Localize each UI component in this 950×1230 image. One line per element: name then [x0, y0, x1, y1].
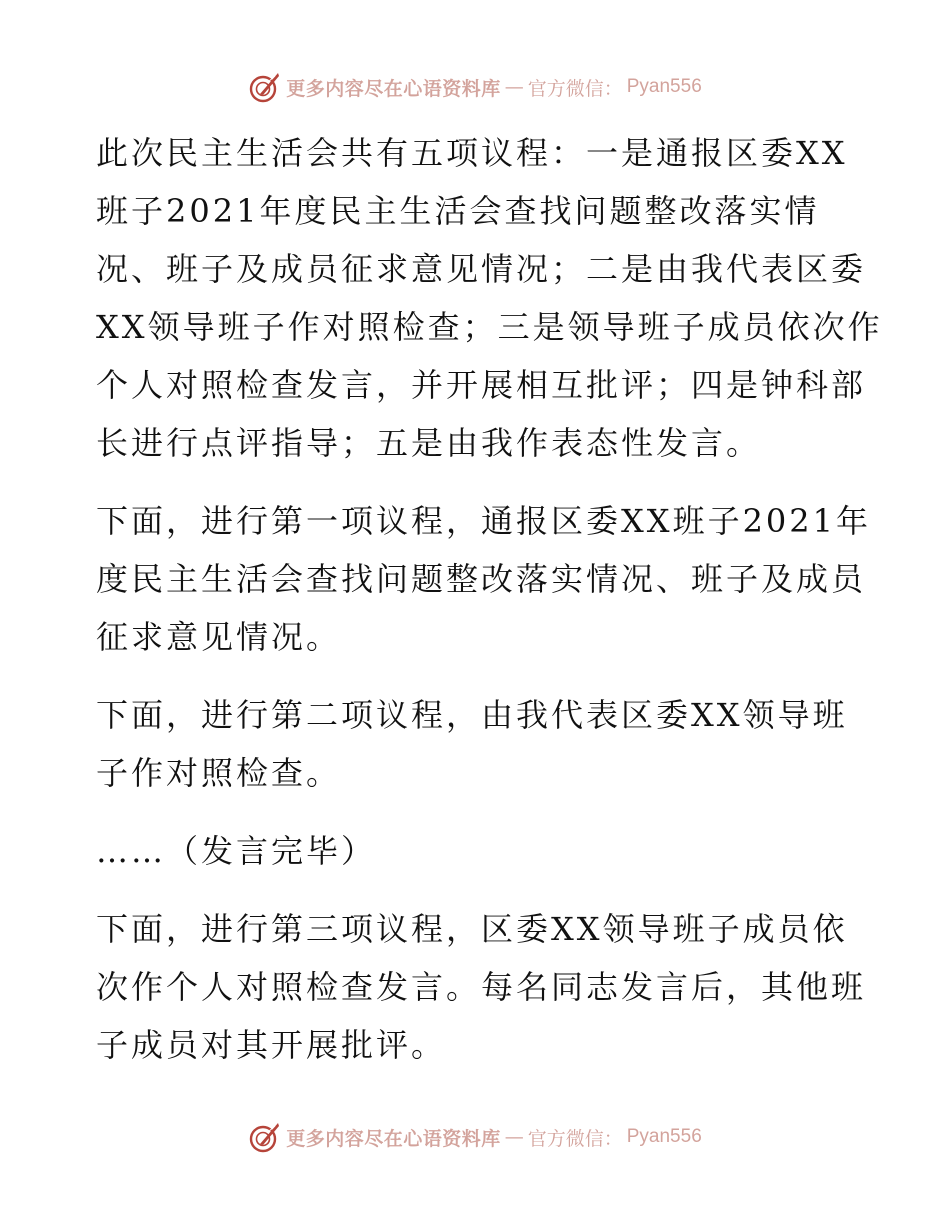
document-body: [96, 124, 883, 1094]
text-line: 度民主生活会查找问题整改落实情况、班子及成员: [96, 560, 867, 598]
text-line: 此次民主生活会共有五项议程：一是通报区委XX: [96, 134, 848, 172]
banner-title: 更多内容尽在心语资料库: [286, 77, 501, 100]
text-line: 班子2021年度民主生活会查找问题整改落实情: [96, 192, 820, 230]
text-line: ……（发言完毕）: [96, 832, 377, 870]
header-watermark: [0, 70, 950, 104]
banner-wechat-id: Pyan556: [626, 76, 702, 97]
text-line: 个人对照检查发言，并开展相互批评；四是钟科部: [96, 366, 867, 404]
banner-wechat-label: 官方微信：: [527, 1127, 623, 1150]
quill-seal-logo-icon: [248, 1120, 282, 1154]
text-line: 子作对照检查。: [96, 754, 342, 792]
text-line: 征求意见情况。: [96, 618, 342, 656]
text-line: 况、班子及成员征求意见情况；二是由我代表区委: [96, 250, 867, 288]
text-line: 次作个人对照检查发言。每名同志发言后，其他班: [96, 968, 867, 1006]
paragraph-item-two: [96, 686, 856, 802]
banner-wechat-id: Pyan556: [626, 1126, 702, 1147]
banner-separator: —: [504, 76, 524, 98]
paragraph-item-one: [96, 492, 872, 666]
banner-wechat-label: 官方微信：: [527, 77, 623, 100]
footer-watermark: [0, 1120, 950, 1154]
banner-title: 更多内容尽在心语资料库: [286, 1127, 501, 1150]
text-line: 长进行点评指导；五是由我作表态性发言。: [96, 424, 762, 462]
quill-seal-logo-icon: [248, 70, 282, 104]
text-line: XX领导班子作对照检查；三是领导班子成员依次作: [96, 308, 883, 346]
text-line: 子成员对其开展批评。: [96, 1026, 447, 1064]
text-line: 下面，进行第二项议程，由我代表区委XX领导班: [96, 696, 848, 734]
banner-separator: —: [504, 1126, 524, 1148]
text-line: 下面，进行第三项议程，区委XX领导班子成员依: [96, 910, 848, 948]
paragraph-speech-finished: [96, 822, 856, 880]
paragraph-agenda: [96, 124, 883, 472]
text-line: 下面，进行第一项议程，通报区委XX班子2021年: [96, 502, 872, 540]
paragraph-item-three: [96, 900, 867, 1074]
